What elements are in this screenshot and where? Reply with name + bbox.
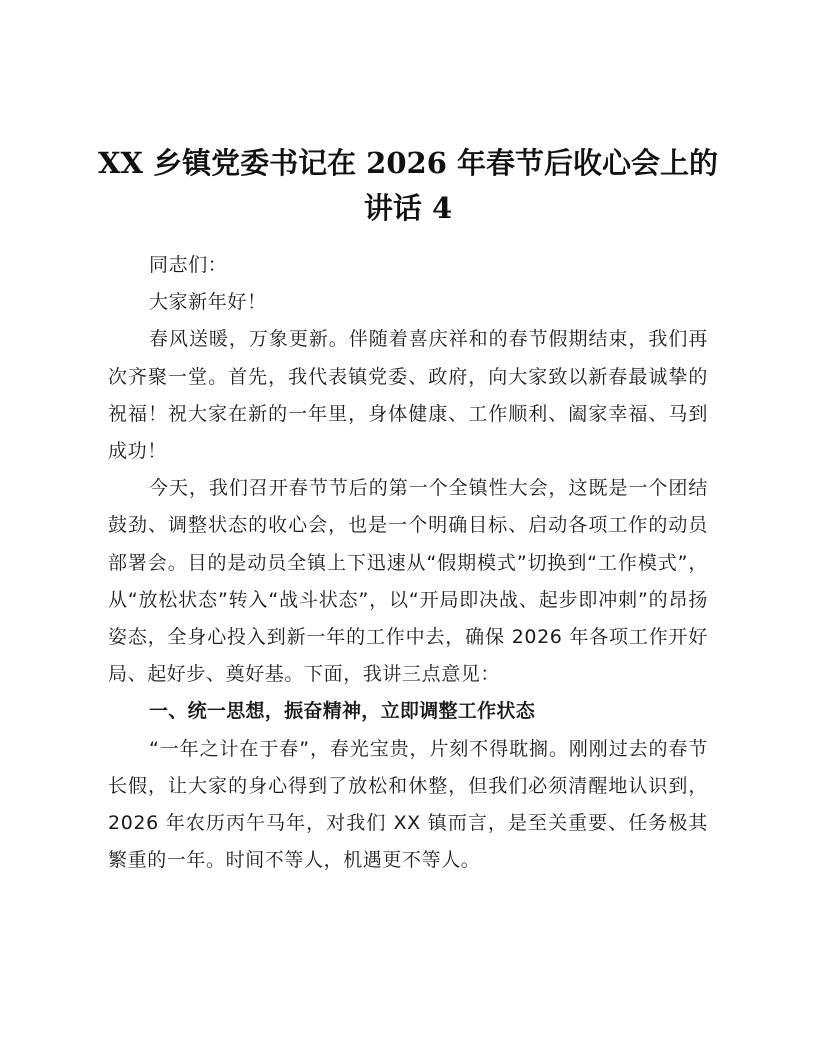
paragraph-meeting-purpose: 今天，我们召开春节节后的第一个全镇性大会，这既是一个团结鼓劲、调整状态的收心会，也是一个明确目标、启动各项工作的动员部署会。目的是动员全镇上下迅速从“假期模式”切换到“工作模式”，从“放松状态”转入“战斗状态”，以“开局即决战、起步即冲刺”的昂扬姿态，全身心投入到新一年的工作中去，确保 2026 年各项工作开好局、起好步、奠好基。下面，我讲三点意见： xyxy=(108,477,708,686)
greeting: 大家新年好！ xyxy=(149,291,267,314)
section-heading-1: 一、统一思想，振奋精神，立即调整工作状态 xyxy=(149,700,536,723)
salutation: 同志们： xyxy=(149,254,228,276)
document-title-line-2: 讲话 4 xyxy=(363,191,453,225)
paragraph-opening-blessing: 春风送暖，万象更新。伴随着喜庆祥和的春节假期结束，我们再次齐聚一堂。首先，我代表镇党委、政府，向大家致以新春最诚挚的祝福！祝大家在新的一年里，身体健康、工作顺利、阖家幸福、马到成功！ xyxy=(108,328,708,463)
document-title-line-1: XX 乡镇党委书记在 2026 年春节后收心会上的 xyxy=(97,146,718,180)
paragraph-section-1-intro: “一年之计在于春”，春光宝贵，片刻不得耽搁。刚刚过去的春节长假，让大家的身心得到了放松和休整，但我们必须清醒地认识到，2026 年农历丙午马年，对我们 XX 镇而言，是至关重要、任务极其繁重的一年。时间不等人，机遇更不等人。 xyxy=(108,737,708,872)
document-body xyxy=(108,247,708,879)
